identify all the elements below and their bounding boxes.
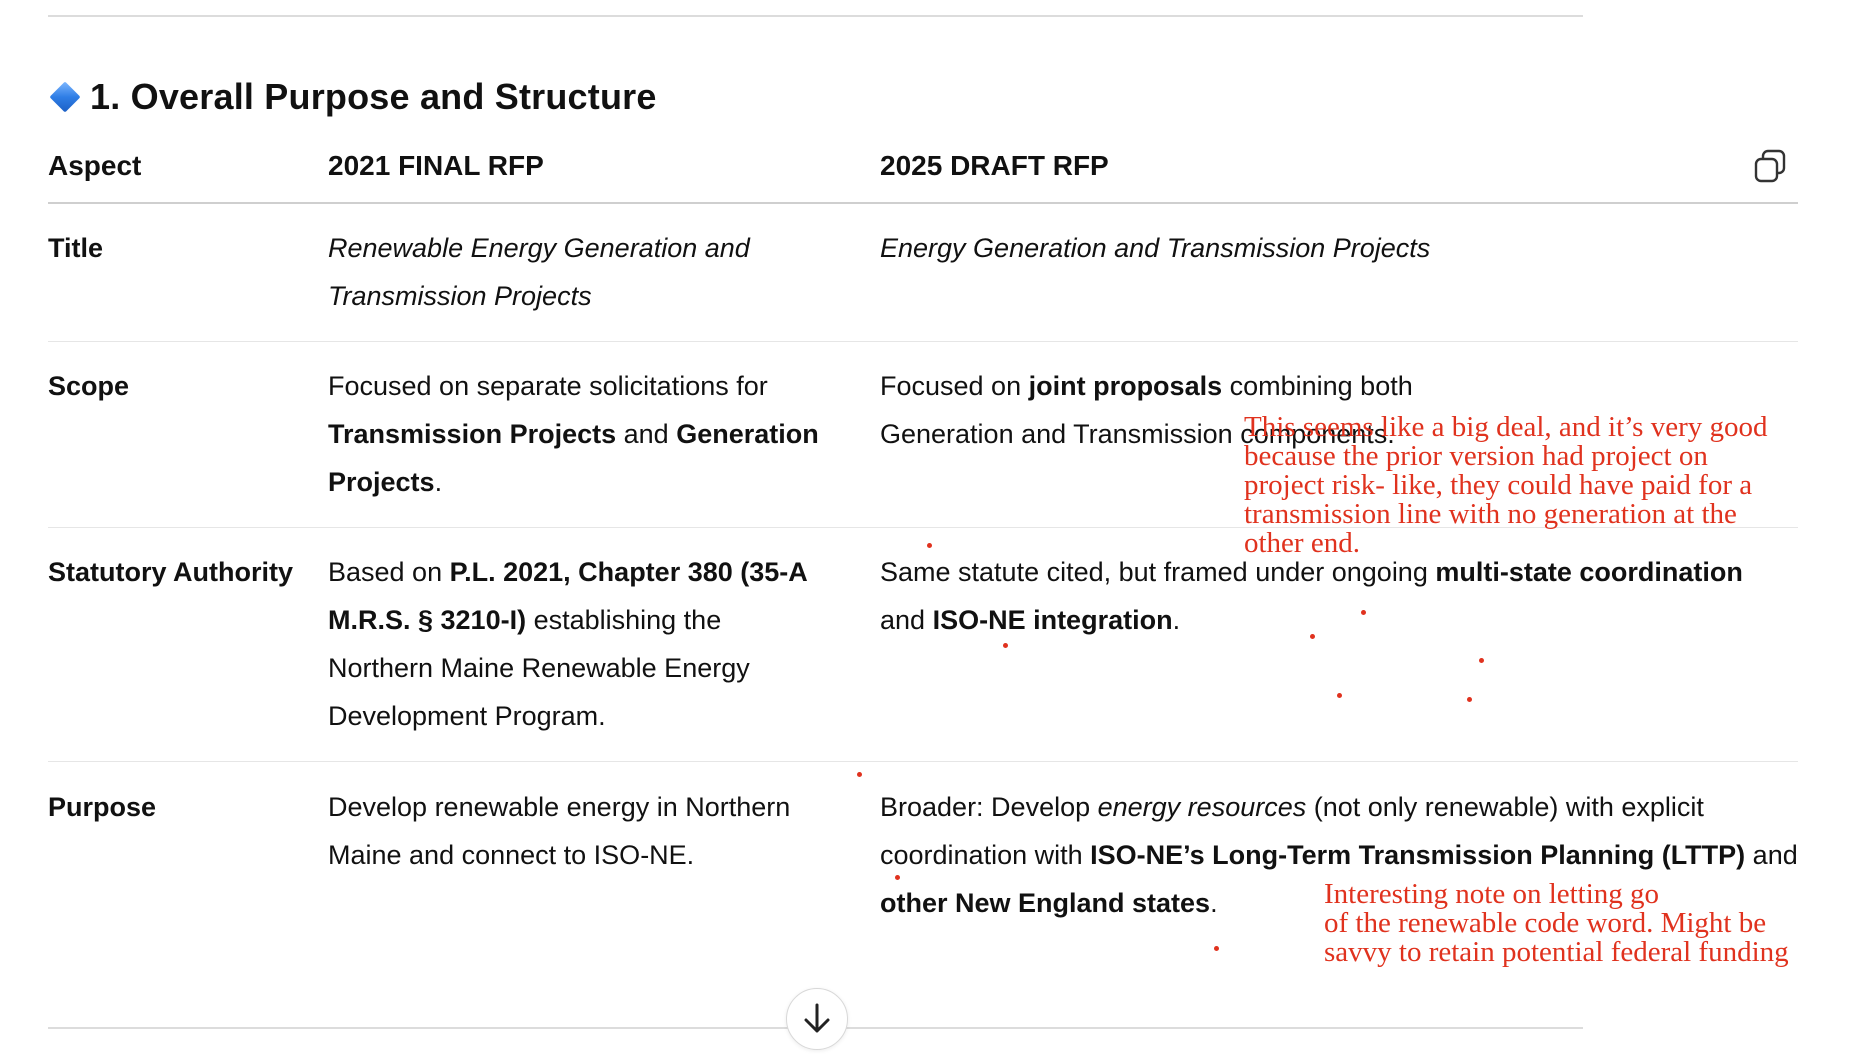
top-divider <box>48 15 1583 17</box>
cell-purpose-2021: Develop renewable energy in Northern Maine and connect to ISO-NE. <box>328 792 791 870</box>
bold-run: ISO-NE integration <box>932 605 1173 635</box>
annotation-line: of the renewable code word. Might be <box>1324 907 1767 939</box>
row-divider <box>48 341 1798 342</box>
arrow-down-icon <box>787 989 847 1049</box>
row-divider <box>48 761 1798 762</box>
annotation-dot <box>1337 693 1342 698</box>
bold-run: Transmission Projects <box>328 419 617 449</box>
annotation-line: This seems like a big deal, and it’s very good <box>1244 411 1768 443</box>
scroll-down-button[interactable] <box>786 988 848 1050</box>
text-run: Based on <box>328 557 450 587</box>
bold-run: multi-state coordination <box>1435 557 1743 587</box>
annotation-dot <box>1310 634 1315 639</box>
bold-run: other New England states <box>880 888 1211 918</box>
text-run: combining both Generation and Transmission components. <box>880 371 1413 449</box>
row-label-purpose: Purpose <box>48 792 157 822</box>
bold-run: ISO-NE’s Long-Term Transmission Planning (LTTP) <box>1090 840 1746 870</box>
italic-run: energy resources <box>1097 792 1307 822</box>
copy-icon[interactable] <box>1752 148 1788 184</box>
annotation-dot <box>857 772 862 777</box>
annotation-joint-proposals <box>1244 413 1768 558</box>
annotation-line: project risk- like, they could have paid for a <box>1244 469 1753 501</box>
annotation-line: transmission line with no generation at the <box>1244 498 1737 530</box>
bold-run: joint proposals <box>1028 371 1223 401</box>
cell-scope-2021 <box>328 362 848 506</box>
annotation-renewable-code-word <box>1324 880 1789 967</box>
row-label-statutory-authority: Statutory Authority <box>48 557 293 587</box>
text-run: . <box>434 467 443 497</box>
annotation-dot <box>1003 643 1008 648</box>
bold-run: P.L. 2021, Chapter 380 (35-A M.R.S. § 3210-I) <box>328 557 807 635</box>
annotation-dot <box>1214 946 1219 951</box>
text-run: . <box>1210 888 1218 918</box>
text-run: . <box>1172 605 1181 635</box>
annotation-dot <box>1467 697 1472 702</box>
annotation-dot <box>1479 658 1484 663</box>
row-label-scope: Scope <box>48 371 130 401</box>
annotation-dot <box>1361 610 1366 615</box>
section-heading <box>48 76 657 118</box>
cell-title-2025: Energy Generation and Transmission Projects <box>880 233 1431 263</box>
section-title: 1. Overall Purpose and Structure <box>90 76 657 117</box>
text-run: and <box>616 419 677 449</box>
cell-statutory-2025 <box>880 548 1780 644</box>
annotation-line: savvy to retain potential federal funding <box>1324 936 1789 968</box>
column-header-2025: 2025 DRAFT RFP <box>880 150 1109 181</box>
annotation-dot <box>895 875 900 880</box>
text-run: and <box>1745 840 1798 870</box>
annotation-line: because the prior version had project on <box>1244 440 1708 472</box>
text-run: (not only renewable) with explicit coordination with <box>880 792 1704 870</box>
table-header-divider <box>48 202 1798 204</box>
text-run: Focused on <box>880 371 1029 401</box>
text-run: Broader: Develop <box>880 792 1098 822</box>
text-run: and <box>880 605 933 635</box>
text-run: Same statute cited, but framed under ongoing <box>880 557 1436 587</box>
bold-run: Generation Projects <box>328 419 819 497</box>
cell-title-2021: Renewable Energy Generation and Transmission Projects <box>328 233 750 311</box>
cell-statutory-2021 <box>328 548 828 740</box>
annotation-dot <box>927 543 932 548</box>
row-label-title: Title <box>48 233 104 263</box>
annotation-line: other end. <box>1244 527 1360 559</box>
column-header-aspect: Aspect <box>48 150 142 181</box>
annotation-line: Interesting note on letting go <box>1324 878 1660 910</box>
text-run: establishing the Northern Maine Renewable Energy Development Program. <box>328 605 750 731</box>
column-header-2021: 2021 FINAL RFP <box>328 150 544 181</box>
text-run: Focused on separate solicitations for <box>328 371 768 401</box>
blue-diamond-icon <box>49 81 80 112</box>
